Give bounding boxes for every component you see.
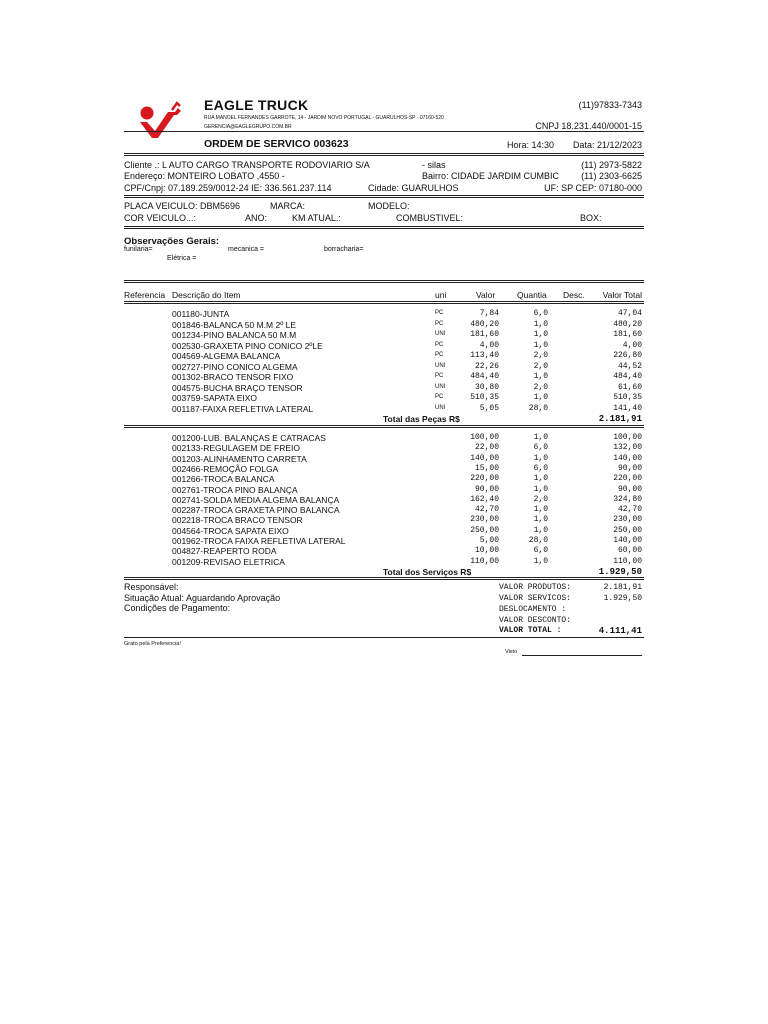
signature-label: Visto <box>505 649 518 655</box>
responsible-label: Responsável: <box>124 582 179 592</box>
col-descricao: Descrição do Item <box>172 290 241 300</box>
list-item: 001203-ALINHAMENTO CARRETA 140,00 1,0 140,00 <box>172 453 642 464</box>
eagle-truck-logo <box>138 100 182 140</box>
col-quantia: Quantia <box>517 290 547 300</box>
observations-title: Observações Gerais: <box>124 236 220 247</box>
client-name: Cliente .: L AUTO CARGO TRANSPORTE RODOVIARIO S/A <box>124 160 370 170</box>
list-item: 002727-PINO CONICO ALGEMA UNI 22,26 2,0 44,52 <box>172 361 642 372</box>
discount-label: VALOR DESCONTO: <box>499 616 572 625</box>
client-cnpj: CPF/Cnpj: 07.189.259/0012-24 IE: 336.561.237.114 <box>124 183 332 193</box>
client-city: Cidade: GUARULHOS <box>368 183 459 193</box>
thank-you-note: Grato pela Preferencia! <box>124 641 181 647</box>
services-value: 1.929,50 <box>603 594 642 603</box>
list-item: 001302-BRACO TENSOR FIXO PC 484,40 1,0 484,40 <box>172 372 642 382</box>
list-item: 003759-SAPATA EIXO PC 510,35 1,0 510,35 <box>172 393 642 403</box>
list-item: 004569-ALGEMA BALANCA PC 113,40 2,0 226,80 <box>172 351 642 361</box>
client-contact: - silas <box>422 160 446 170</box>
divider <box>124 425 644 428</box>
obs-borracharia: borracharia= <box>324 246 364 253</box>
list-item: 004827-REAPERTO RODA 10,00 6,0 60,00 <box>172 546 642 557</box>
displacement-label: DESLOCAMENTO : <box>499 605 567 614</box>
list-item: 001234-PINO BALANCA 50 M.M UNI 181,60 1,0 181,60 <box>172 330 642 340</box>
vehicle-model: MODELO: <box>368 201 410 211</box>
col-desc: Desc. <box>563 290 585 300</box>
list-item: 002741-SOLDA MEDIA ALGEMA BALANÇA 162,40 2,0 324,80 <box>172 494 642 505</box>
client-uf-cep: UF: SP CEP: 07180-000 <box>544 183 642 193</box>
divider <box>124 131 644 132</box>
company-phone: (11)97833-7343 <box>578 100 642 110</box>
divider <box>124 226 644 229</box>
list-item: 001962-TROCA FAIXA REFLETIVA LATERAL 5,00 28,0 140,00 <box>172 536 642 546</box>
order-date: Data: 21/12/2023 <box>572 140 642 150</box>
status-label: Situação Atual: Aguardando Aprovação <box>124 593 281 603</box>
vehicle-km: KM ATUAL.: <box>292 213 341 223</box>
list-item: 002761-TROCA PINO BALANÇA 90,00 1,0 90,00 <box>172 484 642 495</box>
company-cnpj: CNPJ 18.231.440/0001-15 <box>535 121 642 131</box>
col-valor-total: Valor Total <box>602 290 642 300</box>
divider <box>124 153 644 156</box>
client-address: Endereço: MONTEIRO LOBATO ,4550 - <box>124 171 285 181</box>
service-order-document <box>124 96 644 666</box>
products-value-label: VALOR PRODUTOS: <box>499 583 572 592</box>
list-item: 001209-REVISAO ELETRICA 110,00 1,0 110,00 <box>172 556 642 567</box>
list-item: 001266-TROCA BALANCA 220,00 1,0 220,00 <box>172 474 642 485</box>
obs-mecanica: mecanica = <box>228 246 264 253</box>
order-title: ORDEM DE SERVICO 003623 <box>204 138 349 150</box>
list-item: 004575-BUCHA BRAÇO TENSOR UNI 30,80 2,0 61,60 <box>172 382 642 393</box>
list-item: 002530-GRAXETA PINO CONICO 2ºLE PC 4,00 1,0 4,00 <box>172 340 642 351</box>
obs-eletrica: Elétrica = <box>167 255 197 262</box>
company-address: RUA MANOEL FERNANDES GARROTE, 14 - JARDIM NOVO PORTUGAL - GUARULHOS-SP - 07160-520 <box>204 115 444 121</box>
order-time: Hora: 14:30 <box>507 140 555 150</box>
parts-total-label: Total das Peças R$ <box>383 414 460 424</box>
vehicle-color: COR VEICULO...: <box>124 213 197 223</box>
col-uni: uni <box>435 290 447 300</box>
total-value-label: VALOR TOTAL : <box>499 626 562 635</box>
parts-total-value: 2.181,91 <box>598 414 642 424</box>
vehicle-plate: PLACA VEICULO: DBM5696 <box>124 201 241 211</box>
obs-funilaria: funilaria= <box>124 246 153 253</box>
divider <box>124 301 644 304</box>
list-item: 001187-FAIXA REFLETIVA LATERAL UNI 5,05 28,0 141,40 <box>172 403 642 414</box>
client-phone-2: (11) 2303-6625 <box>581 171 642 181</box>
client-phone-1: (11) 2973-5822 <box>581 160 642 170</box>
divider <box>124 577 644 580</box>
vehicle-fuel: COMBUSTIVEL: <box>396 213 464 223</box>
company-email: GERENCIA@EAGLEGRUPO.COM.BR <box>204 124 292 130</box>
list-item: 004564-TROCA SAPATA EIXO 250,00 1,0 250,00 <box>172 525 642 536</box>
products-value: 2.181,91 <box>603 583 642 592</box>
divider <box>124 280 644 283</box>
list-item: 001846-BALANCA 50 M.M 2º LE PC 480,20 1,0 480,20 <box>172 319 642 330</box>
services-total-value: 1.929,50 <box>598 567 642 577</box>
company-name: EAGLE TRUCK <box>204 97 309 113</box>
services-total-label: Total dos Serviços R$ <box>383 567 472 577</box>
signature-line <box>522 655 642 656</box>
vehicle-year: ANO: <box>245 213 268 223</box>
list-item: 002466-REMOÇÃO FOLGA 15,00 6,0 90,00 <box>172 463 642 474</box>
services-value-label: VALOR SERVICOS: <box>499 594 572 603</box>
list-item: 001180-JUNTA PC 7,84 6,0 47,04 <box>172 309 642 319</box>
list-item: 001200-LUB. BALANÇAS E CATRACAS 100,00 1,0 100,00 <box>172 433 642 443</box>
total-value: 4.111,41 <box>598 626 642 636</box>
divider <box>124 195 644 198</box>
vehicle-box: BOX: <box>580 213 602 223</box>
col-valor: Valor <box>476 290 496 300</box>
divider <box>124 637 644 638</box>
client-district: Bairro: CIDADE JARDIM CUMBIC <box>422 171 560 181</box>
list-item: 002218-TROCA BRACO TENSOR 230,00 1,0 230,00 <box>172 515 642 526</box>
list-item: 002287-TROCA GRAXETA PINO BALANCA 42,70 1,0 42,70 <box>172 505 642 516</box>
list-item: 002133-REGULAGEM DE FREIO 22,00 6,0 132,00 <box>172 443 642 454</box>
vehicle-brand: MARCA: <box>270 201 306 211</box>
col-referencia: Referencia <box>124 290 166 300</box>
payment-terms-label: Condições de Pagamento: <box>124 603 231 613</box>
